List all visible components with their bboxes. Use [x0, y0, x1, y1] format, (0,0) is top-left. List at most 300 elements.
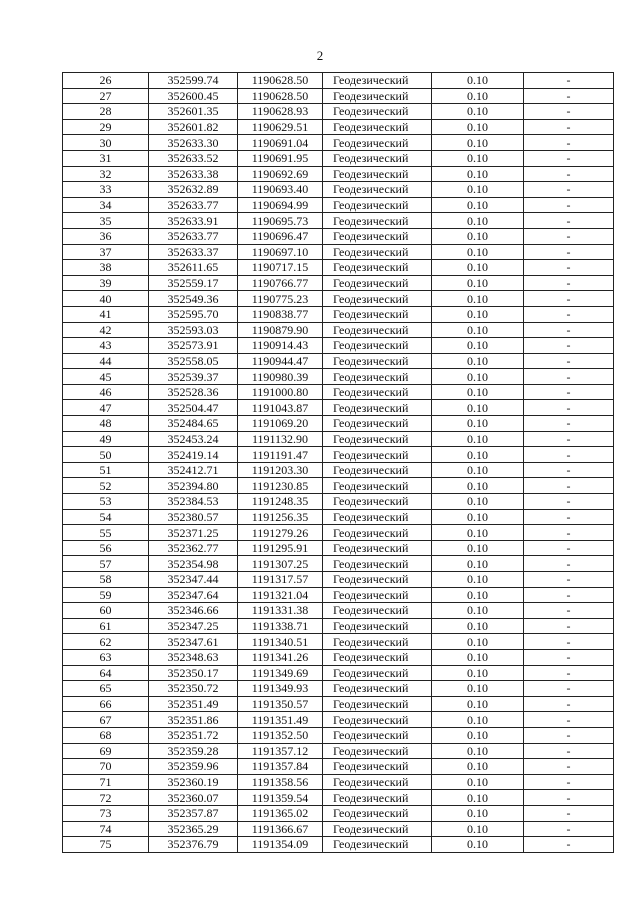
- description-cell: -: [524, 119, 614, 135]
- description-cell: -: [524, 494, 614, 510]
- table-row: [63, 88, 614, 104]
- description-cell: -: [524, 540, 614, 556]
- point-number-cell: 68: [63, 727, 149, 743]
- point-number-cell: 38: [63, 260, 149, 276]
- point-number-cell: 63: [63, 649, 149, 665]
- point-number-cell: 74: [63, 821, 149, 837]
- point-number-cell: 66: [63, 696, 149, 712]
- description-cell: -: [524, 774, 614, 790]
- point-number-cell: 39: [63, 275, 149, 291]
- y-coordinate-cell: 1190914.43: [238, 338, 323, 354]
- x-coordinate-cell: 352595.70: [149, 306, 238, 322]
- description-cell: -: [524, 743, 614, 759]
- point-number-cell: 33: [63, 182, 149, 198]
- point-number-cell: 65: [63, 681, 149, 697]
- description-cell: -: [524, 260, 614, 276]
- accuracy-cell: 0.10: [432, 509, 524, 525]
- table-row: [63, 790, 614, 806]
- accuracy-cell: 0.10: [432, 182, 524, 198]
- point-number-cell: 59: [63, 587, 149, 603]
- description-cell: -: [524, 213, 614, 229]
- point-number-cell: 44: [63, 353, 149, 369]
- description-cell: -: [524, 88, 614, 104]
- x-coordinate-cell: 352633.37: [149, 244, 238, 260]
- y-coordinate-cell: 1190879.90: [238, 322, 323, 338]
- description-cell: -: [524, 618, 614, 634]
- accuracy-cell: 0.10: [432, 837, 524, 853]
- point-number-cell: 30: [63, 135, 149, 151]
- description-cell: -: [524, 525, 614, 541]
- table-row: [63, 416, 614, 432]
- determination-method-cell: Геодезический: [323, 805, 432, 821]
- description-cell: -: [524, 306, 614, 322]
- x-coordinate-cell: 352601.82: [149, 119, 238, 135]
- point-number-cell: 47: [63, 400, 149, 416]
- description-cell: -: [524, 197, 614, 213]
- determination-method-cell: Геодезический: [323, 587, 432, 603]
- description-cell: -: [524, 759, 614, 775]
- x-coordinate-cell: 352600.45: [149, 88, 238, 104]
- description-cell: -: [524, 416, 614, 432]
- determination-method-cell: Геодезический: [323, 696, 432, 712]
- point-number-cell: 72: [63, 790, 149, 806]
- determination-method-cell: Геодезический: [323, 572, 432, 588]
- y-coordinate-cell: 1190696.47: [238, 228, 323, 244]
- table-row: [63, 478, 614, 494]
- table-row: [63, 197, 614, 213]
- accuracy-cell: 0.10: [432, 150, 524, 166]
- description-cell: -: [524, 150, 614, 166]
- accuracy-cell: 0.10: [432, 197, 524, 213]
- x-coordinate-cell: 352601.35: [149, 104, 238, 120]
- page-number: 2: [316, 48, 324, 63]
- accuracy-cell: 0.10: [432, 260, 524, 276]
- point-number-cell: 29: [63, 119, 149, 135]
- determination-method-cell: Геодезический: [323, 447, 432, 463]
- determination-method-cell: Геодезический: [323, 681, 432, 697]
- point-number-cell: 43: [63, 338, 149, 354]
- table-row: [63, 509, 614, 525]
- description-cell: -: [524, 805, 614, 821]
- x-coordinate-cell: 352419.14: [149, 447, 238, 463]
- y-coordinate-cell: 1190628.50: [238, 73, 323, 89]
- determination-method-cell: Геодезический: [323, 338, 432, 354]
- point-number-cell: 26: [63, 73, 149, 89]
- description-cell: -: [524, 587, 614, 603]
- x-coordinate-cell: 352350.17: [149, 665, 238, 681]
- x-coordinate-cell: 352559.17: [149, 275, 238, 291]
- accuracy-cell: 0.10: [432, 322, 524, 338]
- y-coordinate-cell: 1190691.04: [238, 135, 323, 151]
- determination-method-cell: Геодезический: [323, 525, 432, 541]
- point-number-cell: 73: [63, 805, 149, 821]
- determination-method-cell: Геодезический: [323, 540, 432, 556]
- y-coordinate-cell: 1190628.93: [238, 104, 323, 120]
- x-coordinate-cell: 352347.25: [149, 618, 238, 634]
- y-coordinate-cell: 1191354.09: [238, 837, 323, 853]
- point-number-cell: 37: [63, 244, 149, 260]
- y-coordinate-cell: 1191359.54: [238, 790, 323, 806]
- accuracy-cell: 0.10: [432, 104, 524, 120]
- determination-method-cell: Геодезический: [323, 369, 432, 385]
- determination-method-cell: Геодезический: [323, 743, 432, 759]
- point-number-cell: 67: [63, 712, 149, 728]
- y-coordinate-cell: 1190775.23: [238, 291, 323, 307]
- table-row: [63, 774, 614, 790]
- table-row: [63, 338, 614, 354]
- x-coordinate-cell: 352351.72: [149, 727, 238, 743]
- accuracy-cell: 0.10: [432, 353, 524, 369]
- determination-method-cell: Геодезический: [323, 73, 432, 89]
- y-coordinate-cell: 1190766.77: [238, 275, 323, 291]
- determination-method-cell: Геодезический: [323, 618, 432, 634]
- accuracy-cell: 0.10: [432, 618, 524, 634]
- x-coordinate-cell: 352359.96: [149, 759, 238, 775]
- accuracy-cell: 0.10: [432, 73, 524, 89]
- point-number-cell: 32: [63, 166, 149, 182]
- point-number-cell: 60: [63, 603, 149, 619]
- table-row: [63, 603, 614, 619]
- description-cell: -: [524, 384, 614, 400]
- description-cell: -: [524, 400, 614, 416]
- y-coordinate-cell: 1191338.71: [238, 618, 323, 634]
- x-coordinate-cell: 352558.05: [149, 353, 238, 369]
- table-row: [63, 119, 614, 135]
- determination-method-cell: Геодезический: [323, 197, 432, 213]
- accuracy-cell: 0.10: [432, 759, 524, 775]
- y-coordinate-cell: 1190980.39: [238, 369, 323, 385]
- determination-method-cell: Геодезический: [323, 291, 432, 307]
- point-number-cell: 62: [63, 634, 149, 650]
- y-coordinate-cell: 1191203.30: [238, 462, 323, 478]
- x-coordinate-cell: 352599.74: [149, 73, 238, 89]
- y-coordinate-cell: 1191043.87: [238, 400, 323, 416]
- determination-method-cell: Геодезический: [323, 104, 432, 120]
- table-row: [63, 291, 614, 307]
- accuracy-cell: 0.10: [432, 462, 524, 478]
- accuracy-cell: 0.10: [432, 88, 524, 104]
- table-row: [63, 665, 614, 681]
- description-cell: -: [524, 681, 614, 697]
- determination-method-cell: Геодезический: [323, 649, 432, 665]
- y-coordinate-cell: 1191132.90: [238, 431, 323, 447]
- x-coordinate-cell: 352633.91: [149, 213, 238, 229]
- table-row: [63, 618, 614, 634]
- description-cell: -: [524, 634, 614, 650]
- description-cell: -: [524, 353, 614, 369]
- accuracy-cell: 0.10: [432, 805, 524, 821]
- determination-method-cell: Геодезический: [323, 384, 432, 400]
- determination-method-cell: Геодезический: [323, 182, 432, 198]
- table-row: [63, 696, 614, 712]
- accuracy-cell: 0.10: [432, 166, 524, 182]
- x-coordinate-cell: 352573.91: [149, 338, 238, 354]
- description-cell: -: [524, 696, 614, 712]
- accuracy-cell: 0.10: [432, 665, 524, 681]
- determination-method-cell: Геодезический: [323, 275, 432, 291]
- point-number-cell: 48: [63, 416, 149, 432]
- point-number-cell: 35: [63, 213, 149, 229]
- determination-method-cell: Геодезический: [323, 166, 432, 182]
- point-number-cell: 53: [63, 494, 149, 510]
- description-cell: -: [524, 649, 614, 665]
- determination-method-cell: Геодезический: [323, 509, 432, 525]
- table-row: [63, 712, 614, 728]
- table-row: [63, 400, 614, 416]
- y-coordinate-cell: 1191069.20: [238, 416, 323, 432]
- x-coordinate-cell: 352633.38: [149, 166, 238, 182]
- description-cell: -: [524, 509, 614, 525]
- table-row: [63, 821, 614, 837]
- description-cell: -: [524, 166, 614, 182]
- x-coordinate-cell: 352348.63: [149, 649, 238, 665]
- point-number-cell: 40: [63, 291, 149, 307]
- accuracy-cell: 0.10: [432, 244, 524, 260]
- accuracy-cell: 0.10: [432, 540, 524, 556]
- determination-method-cell: Геодезический: [323, 306, 432, 322]
- accuracy-cell: 0.10: [432, 447, 524, 463]
- x-coordinate-cell: 352347.64: [149, 587, 238, 603]
- accuracy-cell: 0.10: [432, 275, 524, 291]
- determination-method-cell: Геодезический: [323, 837, 432, 853]
- x-coordinate-cell: 352351.86: [149, 712, 238, 728]
- y-coordinate-cell: 1191357.12: [238, 743, 323, 759]
- determination-method-cell: Геодезический: [323, 462, 432, 478]
- description-cell: -: [524, 462, 614, 478]
- table-row: [63, 228, 614, 244]
- point-number-cell: 46: [63, 384, 149, 400]
- determination-method-cell: Геодезический: [323, 634, 432, 650]
- y-coordinate-cell: 1191256.35: [238, 509, 323, 525]
- point-number-cell: 34: [63, 197, 149, 213]
- table-row: [63, 649, 614, 665]
- accuracy-cell: 0.10: [432, 478, 524, 494]
- x-coordinate-cell: 352611.65: [149, 260, 238, 276]
- y-coordinate-cell: 1191331.38: [238, 603, 323, 619]
- y-coordinate-cell: 1191350.57: [238, 696, 323, 712]
- accuracy-cell: 0.10: [432, 369, 524, 385]
- accuracy-cell: 0.10: [432, 727, 524, 743]
- determination-method-cell: Геодезический: [323, 213, 432, 229]
- point-number-cell: 28: [63, 104, 149, 120]
- accuracy-cell: 0.10: [432, 712, 524, 728]
- description-cell: -: [524, 556, 614, 572]
- determination-method-cell: Геодезический: [323, 400, 432, 416]
- accuracy-cell: 0.10: [432, 431, 524, 447]
- determination-method-cell: Геодезический: [323, 494, 432, 510]
- y-coordinate-cell: 1191365.02: [238, 805, 323, 821]
- table-row: [63, 634, 614, 650]
- accuracy-cell: 0.10: [432, 291, 524, 307]
- y-coordinate-cell: 1190628.50: [238, 88, 323, 104]
- y-coordinate-cell: 1191349.69: [238, 665, 323, 681]
- table-row: [63, 275, 614, 291]
- accuracy-cell: 0.10: [432, 135, 524, 151]
- table-row: [63, 805, 614, 821]
- point-number-cell: 31: [63, 150, 149, 166]
- description-cell: -: [524, 727, 614, 743]
- point-number-cell: 56: [63, 540, 149, 556]
- determination-method-cell: Геодезический: [323, 790, 432, 806]
- determination-method-cell: Геодезический: [323, 88, 432, 104]
- table-row: [63, 540, 614, 556]
- accuracy-cell: 0.10: [432, 338, 524, 354]
- table-row: [63, 260, 614, 276]
- point-number-cell: 49: [63, 431, 149, 447]
- description-cell: -: [524, 338, 614, 354]
- x-coordinate-cell: 352412.71: [149, 462, 238, 478]
- description-cell: -: [524, 712, 614, 728]
- y-coordinate-cell: 1191295.91: [238, 540, 323, 556]
- table-row: [63, 104, 614, 120]
- table-row: [63, 447, 614, 463]
- accuracy-cell: 0.10: [432, 681, 524, 697]
- table-row: [63, 322, 614, 338]
- point-number-cell: 42: [63, 322, 149, 338]
- determination-method-cell: Геодезический: [323, 135, 432, 151]
- point-number-cell: 71: [63, 774, 149, 790]
- y-coordinate-cell: 1190692.69: [238, 166, 323, 182]
- table-row: [63, 244, 614, 260]
- description-cell: -: [524, 104, 614, 120]
- table-row: [63, 462, 614, 478]
- description-cell: -: [524, 244, 614, 260]
- x-coordinate-cell: 352633.30: [149, 135, 238, 151]
- point-number-cell: 75: [63, 837, 149, 853]
- point-number-cell: 64: [63, 665, 149, 681]
- determination-method-cell: Геодезический: [323, 260, 432, 276]
- accuracy-cell: 0.10: [432, 790, 524, 806]
- x-coordinate-cell: 352346.66: [149, 603, 238, 619]
- accuracy-cell: 0.10: [432, 587, 524, 603]
- table-row: [63, 572, 614, 588]
- table-row: [63, 556, 614, 572]
- x-coordinate-cell: 352633.77: [149, 197, 238, 213]
- x-coordinate-cell: 352633.77: [149, 228, 238, 244]
- x-coordinate-cell: 352362.77: [149, 540, 238, 556]
- y-coordinate-cell: 1191321.04: [238, 587, 323, 603]
- x-coordinate-cell: 352632.89: [149, 182, 238, 198]
- determination-method-cell: Геодезический: [323, 244, 432, 260]
- x-coordinate-cell: 352633.52: [149, 150, 238, 166]
- table-row: [63, 743, 614, 759]
- table-row: [63, 837, 614, 853]
- accuracy-cell: 0.10: [432, 572, 524, 588]
- accuracy-cell: 0.10: [432, 649, 524, 665]
- table-row: [63, 727, 614, 743]
- determination-method-cell: Геодезический: [323, 150, 432, 166]
- accuracy-cell: 0.10: [432, 774, 524, 790]
- point-number-cell: 58: [63, 572, 149, 588]
- accuracy-cell: 0.10: [432, 821, 524, 837]
- x-coordinate-cell: 352354.98: [149, 556, 238, 572]
- table-row: [63, 182, 614, 198]
- x-coordinate-cell: 352347.44: [149, 572, 238, 588]
- description-cell: -: [524, 821, 614, 837]
- x-coordinate-cell: 352347.61: [149, 634, 238, 650]
- y-coordinate-cell: 1190717.15: [238, 260, 323, 276]
- y-coordinate-cell: 1191357.84: [238, 759, 323, 775]
- accuracy-cell: 0.10: [432, 743, 524, 759]
- description-cell: -: [524, 790, 614, 806]
- description-cell: -: [524, 135, 614, 151]
- x-coordinate-cell: 352453.24: [149, 431, 238, 447]
- y-coordinate-cell: 1190694.99: [238, 197, 323, 213]
- accuracy-cell: 0.10: [432, 696, 524, 712]
- y-coordinate-cell: 1190629.51: [238, 119, 323, 135]
- description-cell: -: [524, 572, 614, 588]
- table-row: [63, 73, 614, 89]
- determination-method-cell: Геодезический: [323, 119, 432, 135]
- accuracy-cell: 0.10: [432, 416, 524, 432]
- y-coordinate-cell: 1190695.73: [238, 213, 323, 229]
- description-cell: -: [524, 322, 614, 338]
- determination-method-cell: Геодезический: [323, 759, 432, 775]
- determination-method-cell: Геодезический: [323, 774, 432, 790]
- accuracy-cell: 0.10: [432, 494, 524, 510]
- x-coordinate-cell: 352371.25: [149, 525, 238, 541]
- table-row: [63, 166, 614, 182]
- y-coordinate-cell: 1190838.77: [238, 306, 323, 322]
- y-coordinate-cell: 1191307.25: [238, 556, 323, 572]
- y-coordinate-cell: 1191340.51: [238, 634, 323, 650]
- description-cell: -: [524, 182, 614, 198]
- x-coordinate-cell: 352359.28: [149, 743, 238, 759]
- y-coordinate-cell: 1191351.49: [238, 712, 323, 728]
- table-row: [63, 213, 614, 229]
- table-row: [63, 525, 614, 541]
- accuracy-cell: 0.10: [432, 525, 524, 541]
- x-coordinate-cell: 352394.80: [149, 478, 238, 494]
- x-coordinate-cell: 352365.29: [149, 821, 238, 837]
- point-number-cell: 27: [63, 88, 149, 104]
- determination-method-cell: Геодезический: [323, 665, 432, 681]
- y-coordinate-cell: 1190697.10: [238, 244, 323, 260]
- point-number-cell: 54: [63, 509, 149, 525]
- y-coordinate-cell: 1190693.40: [238, 182, 323, 198]
- description-cell: -: [524, 603, 614, 619]
- y-coordinate-cell: 1191366.67: [238, 821, 323, 837]
- point-number-cell: 45: [63, 369, 149, 385]
- table-row: [63, 306, 614, 322]
- point-number-cell: 61: [63, 618, 149, 634]
- y-coordinate-cell: 1190691.95: [238, 150, 323, 166]
- point-number-cell: 55: [63, 525, 149, 541]
- accuracy-cell: 0.10: [432, 603, 524, 619]
- description-cell: -: [524, 73, 614, 89]
- x-coordinate-cell: 352357.87: [149, 805, 238, 821]
- x-coordinate-cell: 352484.65: [149, 416, 238, 432]
- table-row: [63, 150, 614, 166]
- x-coordinate-cell: 352528.36: [149, 384, 238, 400]
- description-cell: -: [524, 431, 614, 447]
- determination-method-cell: Геодезический: [323, 228, 432, 244]
- point-number-cell: 70: [63, 759, 149, 775]
- x-coordinate-cell: 352504.47: [149, 400, 238, 416]
- determination-method-cell: Геодезический: [323, 322, 432, 338]
- point-number-cell: 36: [63, 228, 149, 244]
- x-coordinate-cell: 352350.72: [149, 681, 238, 697]
- coordinates-table-body: [63, 73, 614, 853]
- x-coordinate-cell: 352593.03: [149, 322, 238, 338]
- table-row: [63, 759, 614, 775]
- description-cell: -: [524, 291, 614, 307]
- determination-method-cell: Геодезический: [323, 416, 432, 432]
- x-coordinate-cell: 352351.49: [149, 696, 238, 712]
- point-number-cell: 41: [63, 306, 149, 322]
- determination-method-cell: Геодезический: [323, 556, 432, 572]
- determination-method-cell: Геодезический: [323, 431, 432, 447]
